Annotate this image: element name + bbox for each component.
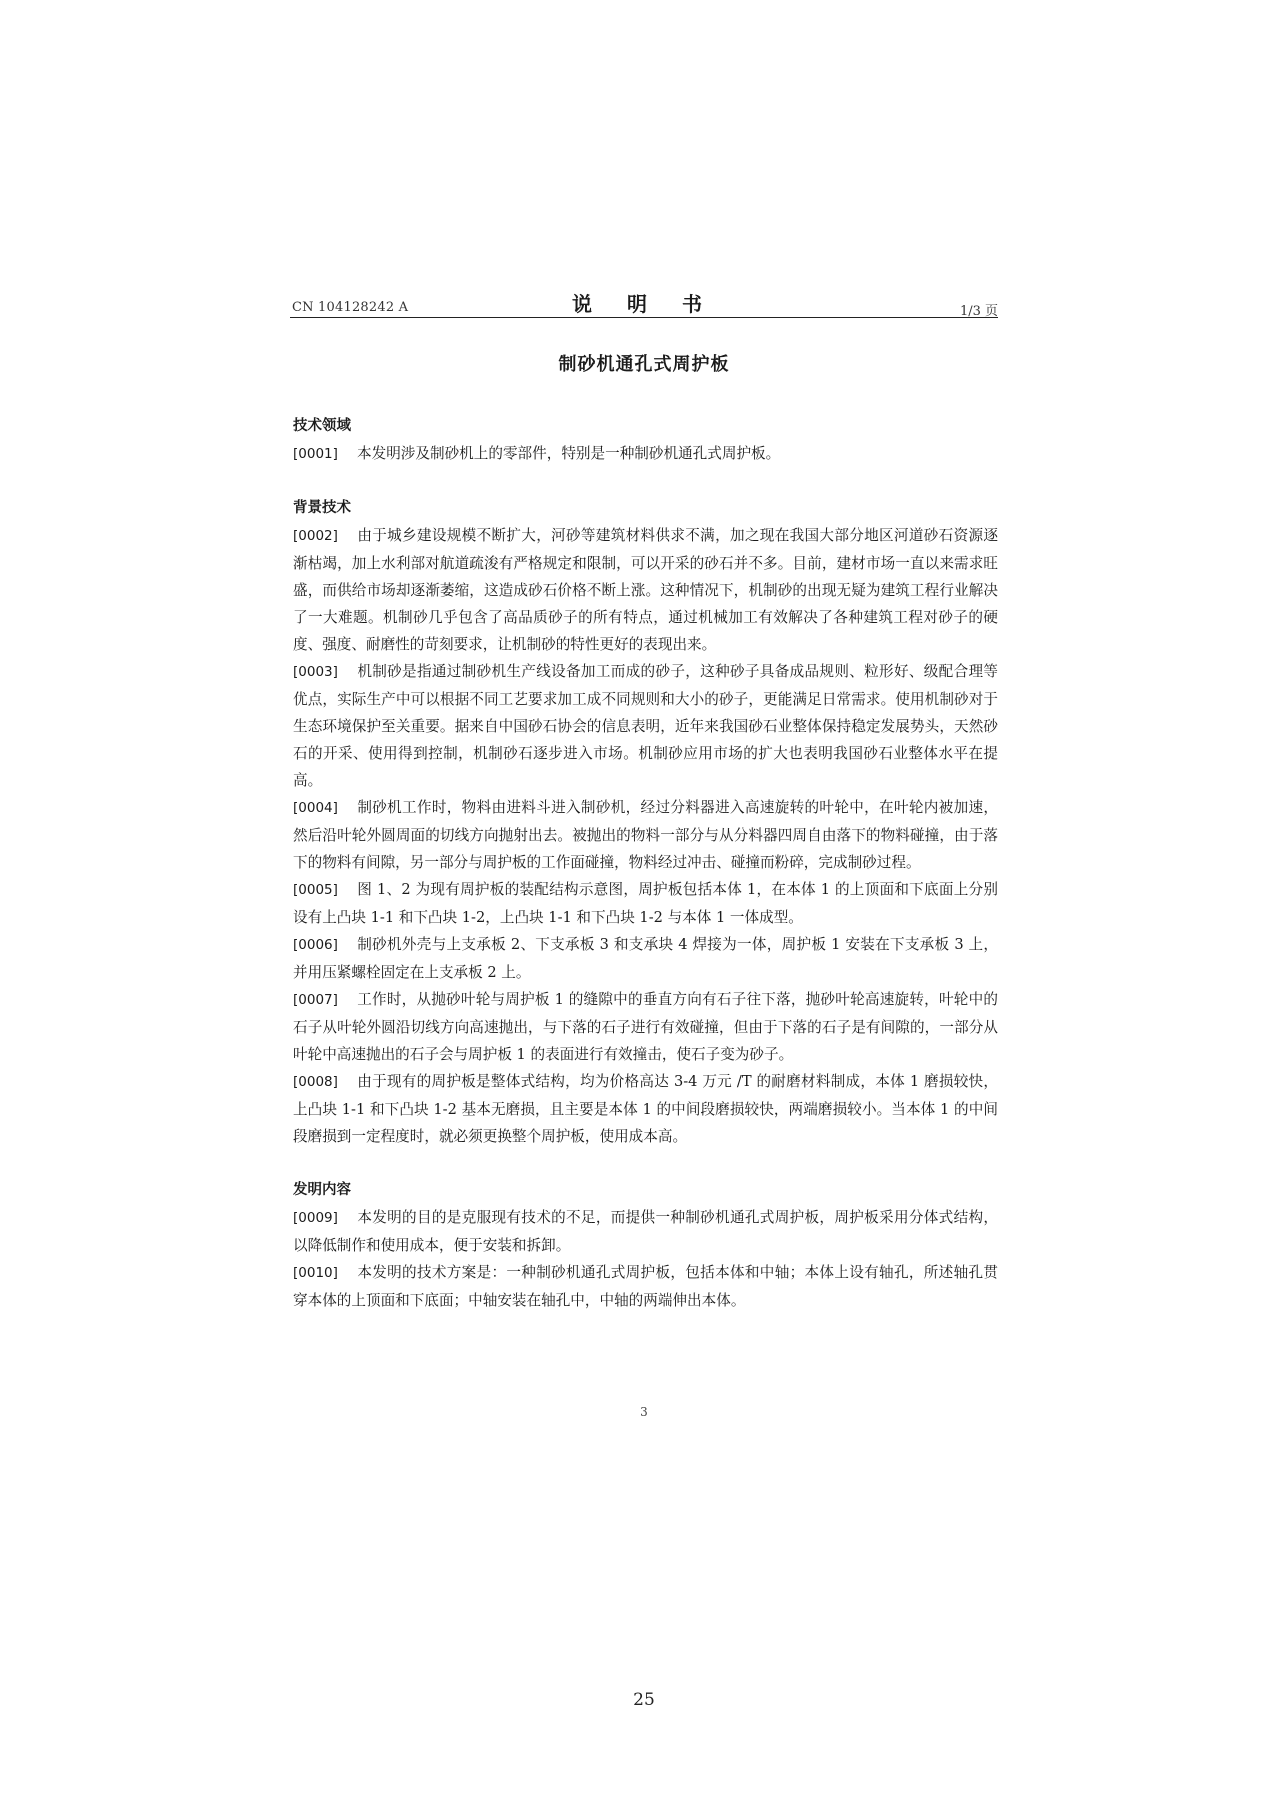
- paragraph-text: 由于城乡建设规模不断扩大，河砂等建筑材料供求不满，加之现在我国大部分地区河道砂石资源逐渐枯竭，加上水利部对航道疏浚有严格规定和限制，可以开采的砂石并不多。目前，建材市场一直以来需求旺盛，而供给市场却逐渐萎缩，这造成砂石价格不断上涨。这种情况下，机制砂的出现无疑为建筑工程行业解决了一大难题。机制砂几乎包含了高品质砂子的所有特点，通过机械加工有效解决了各种建筑工程对砂子的硬度、强度、耐磨性的苛刻要求，让机制砂的特性更好的表现出来。: [293, 527, 998, 653]
- paragraph-number: [0008]: [293, 1074, 338, 1090]
- doc-type-heading: 说 明 书: [572, 292, 716, 316]
- paragraph-number: [0004]: [293, 800, 338, 816]
- paragraph: [293, 658, 998, 794]
- header-rule: [290, 317, 998, 318]
- paragraph-number: [0010]: [293, 1265, 338, 1281]
- page-number: 25: [633, 1690, 655, 1710]
- paragraph-text: 制砂机外壳与上支承板 2、下支承板 3 和支承块 4 焊接为一体，周护板 1 安装在下支承板 3 上，并用压紧螺栓固定在上支承板 2 上。: [293, 936, 998, 981]
- patent-number: CN 104128242 A: [292, 300, 409, 315]
- section-heading-summary: 发明内容: [293, 1182, 351, 1198]
- paragraph: [293, 1259, 998, 1314]
- paragraph-number: [0006]: [293, 937, 338, 953]
- paragraph: [293, 1068, 998, 1150]
- paragraph: [293, 794, 998, 876]
- page-header: [290, 288, 998, 318]
- paragraph-text: 本发明涉及制砂机上的零部件，特别是一种制砂机通孔式周护板。: [357, 445, 781, 462]
- paragraph-number: [0007]: [293, 992, 338, 1008]
- paragraph-text: 由于现有的周护板是整体式结构，均为价格高达 3-4 万元 /T 的耐磨材料制成，本体 1 磨损较快，上凸块 1-1 和下凸块 1-2 基本无磨损，且主要是本体 1 的中间段磨损较快，两端磨损较小。当本体 1 的中间段磨损到一定程度时，就必须更换整个周护板，使用成本高。: [293, 1073, 998, 1145]
- paragraph: [293, 440, 998, 468]
- paragraph: [293, 986, 998, 1068]
- document-title: 制砂机通孔式周护板: [558, 354, 730, 375]
- paragraph-text: 图 1、2 为现有周护板的装配结构示意图，周护板包括本体 1，在本体 1 的上顶面和下底面上分别设有上凸块 1-1 和下凸块 1-2，上凸块 1-1 和下凸块 1-2 与本体 1 一体成型。: [293, 881, 998, 926]
- paragraph: [293, 522, 998, 658]
- paragraph-number: [0003]: [293, 664, 338, 680]
- section-heading-background: 背景技术: [293, 500, 351, 516]
- paragraph-number: [0005]: [293, 882, 338, 898]
- paragraph-number: [0002]: [293, 528, 338, 544]
- section-heading-field: 技术领域: [293, 418, 351, 434]
- document-body: [293, 413, 998, 1314]
- paragraph-text: 机制砂是指通过制砂机生产线设备加工而成的砂子，这种砂子具备成品规则、粒形好、级配合理等优点，实际生产中可以根据不同工艺要求加工成不同规则和大小的砂子，更能满足日常需求。使用机制砂对于生态环境保护至关重要。据来自中国砂石协会的信息表明，近年来我国砂石业整体保持稳定发展势头，天然砂石的开采、使用得到控制，机制砂石逐步进入市场。机制砂应用市场的扩大也表明我国砂石业整体水平在提高。: [293, 663, 998, 789]
- paragraph-text: 制砂机工作时，物料由进料斗进入制砂机，经过分料器进入高速旋转的叶轮中，在叶轮内被加速，然后沿叶轮外圆周面的切线方向抛射出去。被抛出的物料一部分与从分料器四周自由落下的物料碰撞，由于落下的物料有间隙，另一部分与周护板的工作面碰撞，物料经过冲击、碰撞而粉碎，完成制砂过程。: [293, 799, 998, 871]
- paragraph-text: 本发明的技术方案是：一种制砂机通孔式周护板，包括本体和中轴；本体上设有轴孔，所述轴孔贯穿本体的上顶面和下底面；中轴安装在轴孔中，中轴的两端伸出本体。: [293, 1264, 998, 1309]
- paragraph-text: 本发明的目的是克服现有技术的不足，而提供一种制砂机通孔式周护板，周护板采用分体式结构，以降低制作和使用成本，便于安装和拆卸。: [293, 1209, 998, 1254]
- paragraph-number: [0009]: [293, 1210, 338, 1226]
- paragraph: [293, 876, 998, 931]
- inner-page-number: 3: [640, 1405, 648, 1419]
- page-indicator: 1/3 页: [959, 304, 998, 319]
- paragraph: [293, 1204, 998, 1259]
- paragraph-text: 工作时，从抛砂叶轮与周护板 1 的缝隙中的垂直方向有石子往下落，抛砂叶轮高速旋转，叶轮中的石子从叶轮外圆沿切线方向高速抛出，与下落的石子进行有效碰撞，但由于下落的石子是有间隙的，一部分从叶轮中高速抛出的石子会与周护板 1 的表面进行有效撞击，使石子变为砂子。: [293, 991, 998, 1063]
- paragraph-number: [0001]: [293, 446, 338, 462]
- paragraph: [293, 931, 998, 986]
